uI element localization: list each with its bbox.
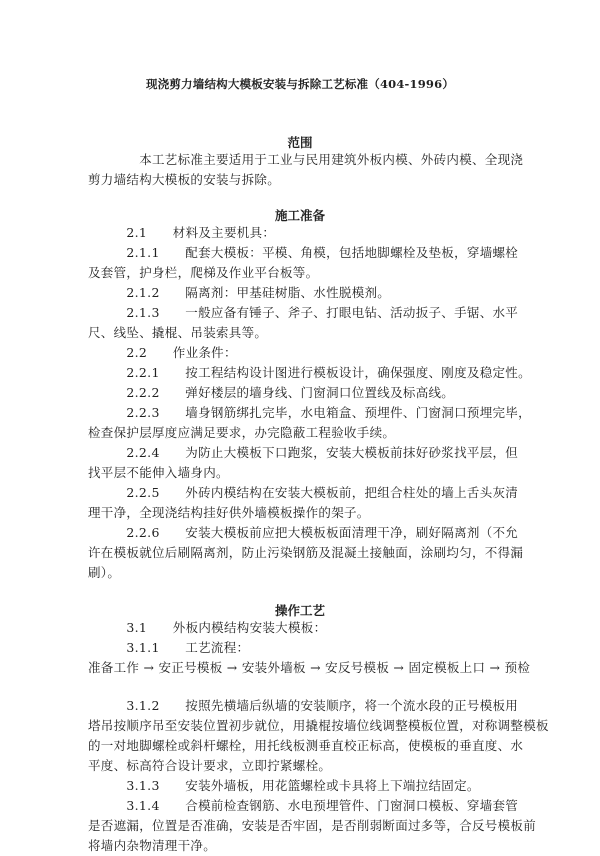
paragraph-line: 检查保护层厚度应满足要求，办完隐蔽工程验收手续。 xyxy=(88,425,396,440)
paragraph-line: 找平层不能伸入墙身内。 xyxy=(88,465,229,480)
paragraph-line: 及套管，护身栏，爬梯及作业平台板等。 xyxy=(88,265,319,280)
section-heading-scope: 范围 xyxy=(287,135,313,150)
paragraph-line: 3.1.4 合模前检查钢筋、水电预埋管件、门窗洞口模板、穿墙套管 xyxy=(88,798,519,813)
paragraph-line: 2.2.3 墙身钢筋绑扎完毕，水电箱盒、预埋件、门窗洞口预埋完毕， xyxy=(88,405,531,420)
document-title: 现浇剪力墙结构大模板安装与拆除工艺标准（404-1996） xyxy=(145,77,455,91)
paragraph-line: 2.1 材料及主要机具： xyxy=(88,225,276,240)
paragraph-line: 2.1.1 配套大模板：平模、角模，包括地脚螺栓及垫板，穿墙螺栓 xyxy=(88,245,519,260)
paragraph-line: 的一对地脚螺栓或斜杆螺栓，用托线板测垂直校正标高，使模板的垂直度、水 xyxy=(88,738,524,753)
paragraph-line: 2.2.1 按工程结构设计图进行模板设计，确保强度、刚度及稳定性。 xyxy=(88,365,531,380)
paragraph-line: 塔吊按顺序吊至安装位置初步就位，用撬棍按墙位线调整模板位置，对称调整模板 xyxy=(88,718,549,733)
section-heading-preparation: 施工准备 xyxy=(274,208,325,223)
paragraph-line: 2.1.2 隔离剂：甲基硅树脂、水性脱模剂。 xyxy=(88,285,391,300)
paragraph-line: 2.2.2 弹好楼层的墙身线、门窗洞口位置线及标高线。 xyxy=(88,385,455,400)
paragraph-line: 2.1.3 一般应备有锤子、斧子、打眼电钻、活动扳子、手锯、水平 xyxy=(88,305,519,320)
paragraph-line: 将墙内杂物清理干净。 xyxy=(88,838,217,853)
paragraph-line: 理干净，全现浇结构挂好供外墙模板操作的架子。 xyxy=(88,505,370,520)
paragraph-line: 2.2.5 外砖内模结构在安装大模板前，把组合柱处的墙上舌头灰清 xyxy=(88,485,519,500)
paragraph-line: 许在模板就位后刷隔离剂，防止污染钢筋及混凝土接触面，涂刷均匀，不得漏 xyxy=(88,545,524,560)
paragraph-line: 3.1.2 按照先横墙后纵墙的安装顺序，将一个流水段的正号模板用 xyxy=(88,698,519,713)
paragraph-line: 3.1.3 安装外墙板，用花篮螺栓或卡具将上下端拉结固定。 xyxy=(88,778,480,793)
paragraph-line: 3.1.1 工艺流程： xyxy=(88,640,250,655)
paragraph-line: 平度、标高符合设计要求，立即拧紧螺栓。 xyxy=(88,758,332,773)
paragraph-line: 尺、线坠、撬棍、吊装索具等。 xyxy=(88,325,268,340)
section-heading-process: 操作工艺 xyxy=(274,603,325,618)
process-flow-line: 准备工作 → 安正号模板 → 安装外墙板 → 安反号模板 → 固定模板上口 → 预检 xyxy=(88,660,531,675)
paragraph-line: 刷）。 xyxy=(88,565,121,580)
paragraph-line: 2.2 作业条件： xyxy=(88,345,237,360)
paragraph-line: 2.2.6 安装大模板前应把大模板板面清理干净，刷好隔离剂（不允 xyxy=(88,525,519,540)
paragraph-line: 3.1 外板内模结构安装大模板： xyxy=(88,620,327,635)
paragraph-line: 本工艺标准主要适用于工业与民用建筑外板内模、外砖内模、全现浇 xyxy=(88,152,524,167)
paragraph-line: 是否遮漏，位置是否准确，安装是否牢固，是否削弱断面过多等，合反号模板前 xyxy=(88,818,537,833)
paragraph-line: 2.2.4 为防止大模板下口跑浆，安装大模板前抹好砂浆找平层，但 xyxy=(88,445,519,460)
paragraph-line: 剪力墙结构大模板的安装与拆除。 xyxy=(88,172,281,187)
